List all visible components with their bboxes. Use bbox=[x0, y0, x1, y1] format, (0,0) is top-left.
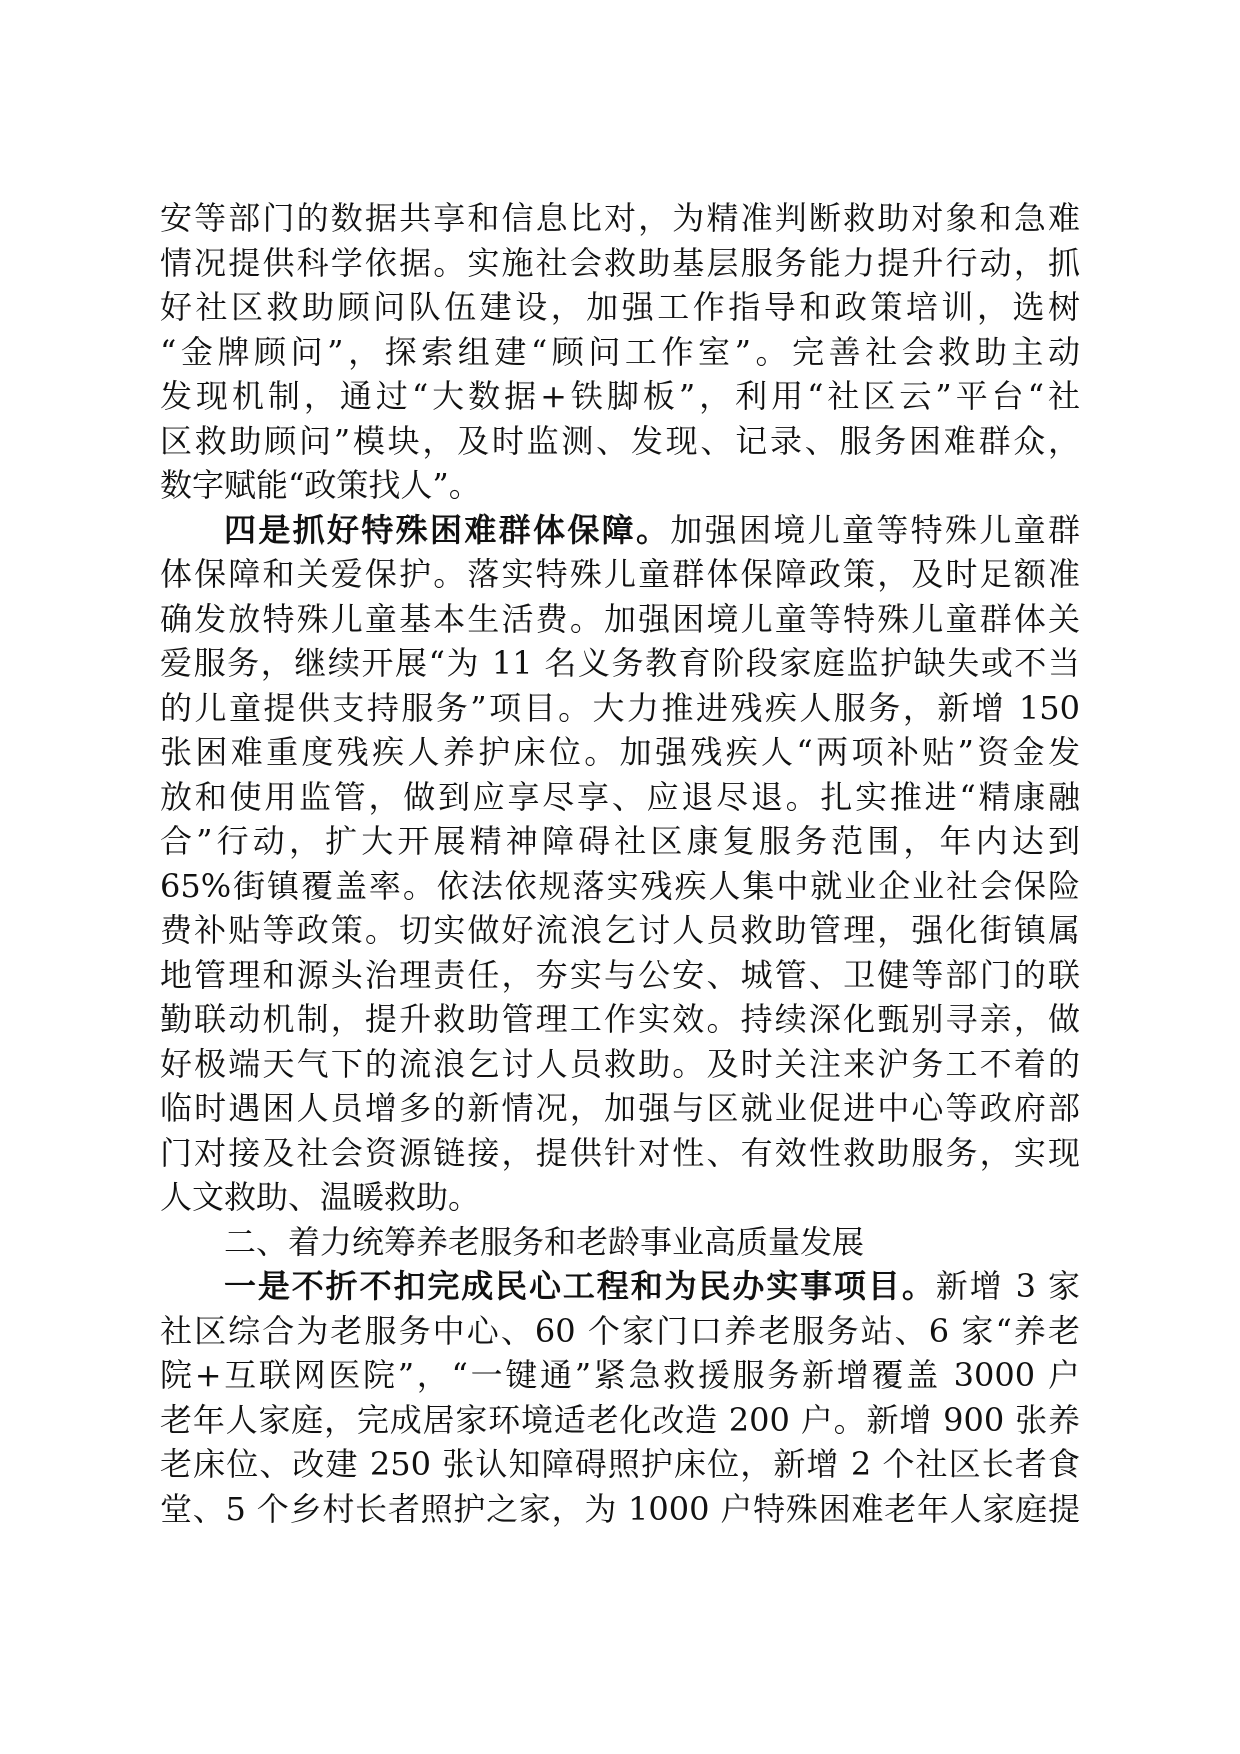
text-line: 数字赋能“政策找人”。 bbox=[160, 466, 481, 504]
section-heading: 二、着力统筹养老服务和老龄事业高质量发展 bbox=[224, 1222, 865, 1261]
text-line: 老年人家庭，完成居家环境适老化改造 200 户。新增 900 张养 bbox=[160, 1400, 1080, 1439]
text-line: 安等部门的数据共享和信息比对，为精准判断救助对象和急难 bbox=[160, 199, 1080, 237]
text-line: 勤联动机制，提升救助管理工作实效。持续深化甄别寻亲，做 bbox=[160, 1000, 1080, 1038]
text-line: 好极端天气下的流浪乞讨人员救助。及时关注来沪务工不着的 bbox=[160, 1044, 1080, 1083]
text-line: 体保障和关爱保护。落实特殊儿童群体保障政策，及时足额准 bbox=[160, 555, 1080, 593]
section-lead-bold: 四是抓好特殊困难群体保障。 bbox=[224, 510, 671, 549]
paragraph-start-line bbox=[160, 1264, 1080, 1309]
text-line: 院+互联网医院”，“一键通”紧急救援服务新增覆盖 3000 户 bbox=[160, 1356, 1080, 1394]
text-line: 堂、5 个乡村长者照护之家，为 1000 户特殊困难老年人家庭提 bbox=[160, 1489, 1080, 1528]
text-line: 放和使用监管，做到应享尽享、应退尽退。扎实推进“精康融 bbox=[160, 777, 1080, 816]
text-line: 费补贴等政策。切实做好流浪乞讨人员救助管理，强化街镇属 bbox=[160, 911, 1080, 949]
text-line: 爱服务，继续开展“为 11 名义务教育阶段家庭监护缺失或不当 bbox=[160, 644, 1080, 682]
text-line: 老床位、改建 250 张认知障碍照护床位，新增 2 个社区长者食 bbox=[160, 1445, 1080, 1483]
text-line: 门对接及社会资源链接，提供针对性、有效性救助服务，实现 bbox=[160, 1133, 1080, 1172]
text-line: 合”行动，扩大开展精神障碍社区康复服务范围，年内达到 bbox=[160, 822, 1080, 860]
text-line: 社区综合为老服务中心、60 个家门口养老服务站、6 家“养老 bbox=[160, 1311, 1080, 1350]
text-line: 区救助顾问”模块，及时监测、发现、记录、服务困难群众， bbox=[160, 421, 1080, 460]
text-run: 加强困境儿童等特殊儿童群 bbox=[670, 510, 1080, 549]
text-line: 临时遇困人员增多的新情况，加强与区就业促进中心等政府部 bbox=[160, 1089, 1080, 1127]
text-line: 好社区救助顾问队伍建设，加强工作指导和政策培训，选树 bbox=[160, 288, 1080, 326]
text-run: 新增 3 家 bbox=[935, 1267, 1080, 1305]
text-line: 的儿童提供支持服务”项目。大力推进残疾人服务，新增 150 bbox=[160, 688, 1080, 727]
text-line: 65%街镇覆盖率。依法依规落实残疾人集中就业企业社会保险 bbox=[160, 866, 1080, 905]
section-lead-bold: 一是不折不扣完成民心工程和为民办实事项目。 bbox=[224, 1267, 936, 1305]
text-line: 人文救助、温暖救助。 bbox=[160, 1178, 481, 1216]
text-line: 发现机制，通过“大数据+铁脚板”，利用“社区云”平台“社 bbox=[160, 377, 1080, 415]
text-line: 张困难重度残疾人养护床位。加强残疾人“两项补贴”资金发 bbox=[160, 733, 1080, 771]
text-line: 地管理和源头治理责任，夯实与公安、城管、卫健等部门的联 bbox=[160, 955, 1080, 994]
text-line: “金牌顾问”，探索组建“顾问工作室”。完善社会救助主动 bbox=[160, 332, 1080, 371]
text-line: 情况提供科学依据。实施社会救助基层服务能力提升行动，抓 bbox=[160, 243, 1080, 282]
text-line: 确发放特殊儿童基本生活费。加强困境儿童等特殊儿童群体关 bbox=[160, 599, 1080, 638]
paragraph-start-line bbox=[160, 508, 1080, 553]
document-body bbox=[160, 196, 1080, 1531]
